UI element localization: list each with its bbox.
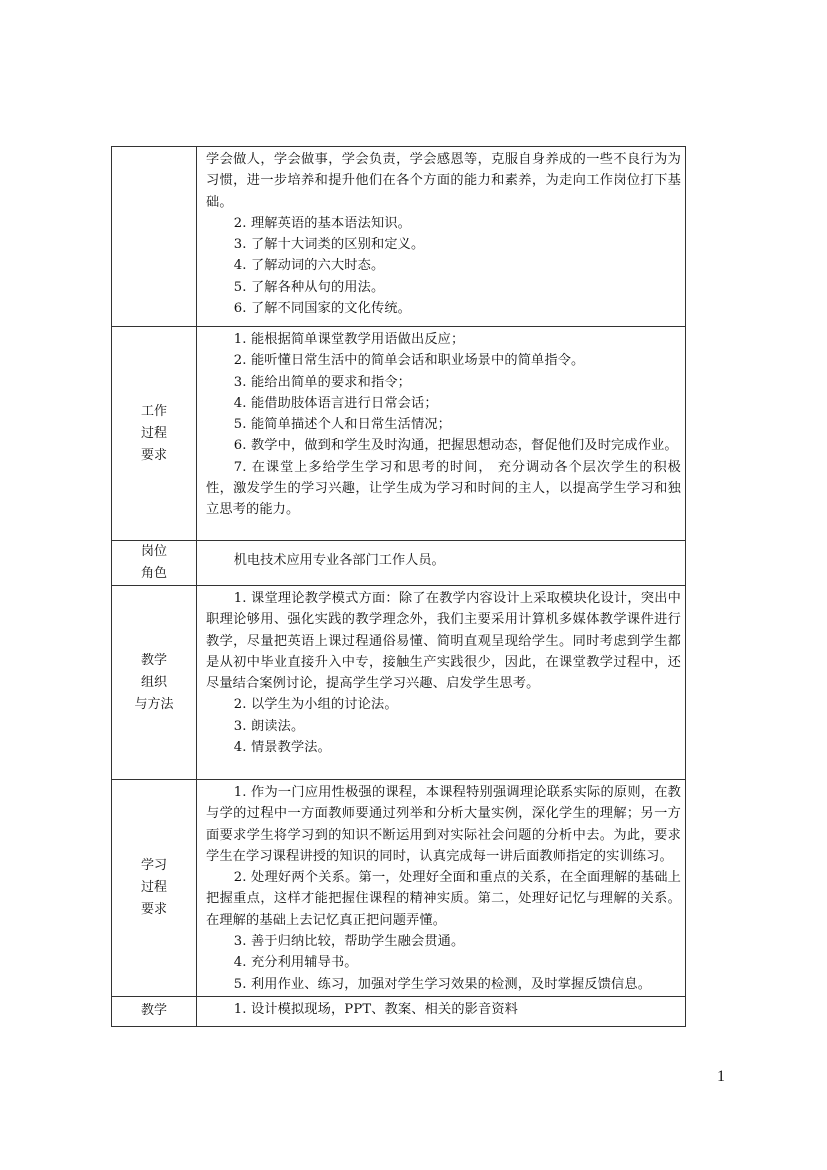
paragraph: 7. 在课堂上多给学生学习和思考的时间， 充分调动各个层次学生的积极性，激发学生的学习兴趣，让学生成为学习和时间的主人，以提高学生学习和独立思考的能力。 — [206, 459, 681, 518]
row-content — [197, 780, 686, 997]
table-row — [112, 586, 686, 780]
row-label — [112, 327, 197, 541]
paragraph: 2. 处理好两个关系。第一，处理好全面和重点的关系，在全面理解的基础上把握重点，这样才能把握住课程的精神实质。第二，处理好记忆与理解的关系。在理解的基础上去记忆真正把问题弄懂。 — [206, 870, 681, 928]
table-row — [112, 327, 686, 541]
row-label — [112, 996, 197, 1026]
document-table — [111, 146, 686, 1027]
paragraph: 4. 能借助肢体语言进行日常会话； — [233, 395, 438, 411]
label-line: 要求 — [140, 901, 167, 917]
label-line: 工作 — [140, 403, 167, 419]
paragraph: 2. 理解英语的基本语法知识。 — [233, 215, 411, 231]
label-line: 过程 — [140, 879, 167, 895]
paragraph: 3. 朗读法。 — [233, 718, 305, 734]
row-label-empty — [112, 147, 197, 327]
paragraph: 1. 作为一门应用性极强的课程，本课程特别强调理论联系实际的原则，在教与学的过程中一方面教师要通过列举和分析大量实例，深化学生的理解；另一方面要求学生将学习到的知识不断运用到对实际社会问题的分析中去。为此，要求学生在学习课程讲授的知识的同时，认真完成每一讲后面教师指定的实训练习。 — [206, 785, 681, 864]
row-label — [112, 541, 197, 586]
label-line: 组织 — [140, 674, 167, 690]
paragraph: 1. 设计模拟现场，PPT、教案、相关的影音资料 — [233, 1001, 519, 1017]
table-row — [112, 541, 686, 586]
row-content — [197, 147, 686, 327]
row-content — [197, 541, 686, 586]
table-row — [112, 996, 686, 1026]
paragraph: 3. 能给出简单的要求和指令； — [233, 374, 411, 390]
paragraph: 3. 了解十大词类的区别和定义。 — [233, 237, 425, 253]
paragraph: 3. 善于归纳比较，帮助学生融会贯通。 — [233, 934, 465, 950]
label-line: 角色 — [140, 566, 167, 581]
label-line: 教学 — [140, 652, 167, 668]
row-label — [112, 586, 197, 780]
paragraph: 1. 能根据简单课堂教学用语做出反应； — [233, 332, 465, 347]
row-label — [112, 780, 197, 997]
paragraph: 4. 充分利用辅导书。 — [233, 955, 358, 971]
page-number: 1 — [717, 1068, 725, 1085]
paragraph: 5. 能简单描述个人和日常生活情况； — [233, 417, 452, 433]
paragraph: 6. 了解不同国家的文化传统。 — [233, 301, 411, 317]
label-line: 教学 — [140, 1003, 167, 1019]
label-line: 要求 — [140, 447, 167, 463]
paragraph: 5. 了解各种从句的用法。 — [233, 279, 385, 295]
row-content — [197, 586, 686, 780]
row-content — [197, 996, 686, 1026]
paragraph: 机电技术应用专业各部门工作人员。 — [233, 553, 445, 568]
paragraph: 4. 了解动词的六大时态。 — [233, 258, 385, 274]
paragraph: 1. 课堂理论教学模式方面：除了在教学内容设计上采取模块化设计，突出中职理论够用、强化实践的教学理念外，我们主要采用计算机多媒体教学课件进行教学，尽量把英语上课过程通俗易懂、简明直观呈现给学生。同时考虑到学生都是从初中毕业直接升入中专，接触生产实践很少，因此，在课堂教学过程中，还尽量结合案例讨论，提高学生学习兴趣、启发学生思考。 — [206, 591, 681, 692]
paragraph: 6. 教学中，做到和学生及时沟通，把握思想动态，督促他们及时完成作业。 — [233, 438, 678, 454]
paragraph: 4. 情景教学法。 — [233, 740, 331, 756]
paragraph: 2. 以学生为小组的讨论法。 — [233, 697, 398, 713]
row-content — [197, 327, 686, 541]
paragraph: 学会做人，学会做事，学会负责，学会感恩等，克服自身养成的一些不良行为为习惯，进一步培养和提升他们在各个方面的能力和素养，为走向工作岗位打下基础。 — [206, 152, 681, 210]
label-line: 岗位 — [140, 544, 167, 559]
paragraph: 5. 利用作业、练习，加强对学生学习效果的检测，及时掌握反馈信息。 — [233, 976, 652, 992]
label-line: 与方法 — [134, 696, 174, 712]
table-row — [112, 147, 686, 327]
table-row — [112, 780, 686, 997]
label-line: 过程 — [140, 425, 167, 441]
label-line: 学习 — [140, 857, 167, 873]
paragraph: 2. 能听懂日常生活中的简单会话和职业场景中的简单指令。 — [233, 353, 585, 369]
